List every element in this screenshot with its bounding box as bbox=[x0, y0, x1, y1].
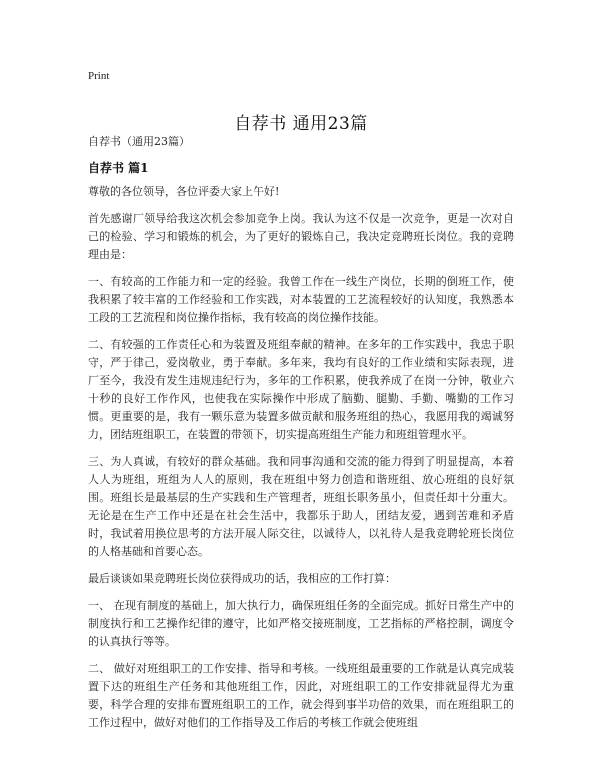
paragraph-greeting: 尊敬的各位领导，各位评委大家上午好! bbox=[88, 185, 280, 198]
paragraph-reason-2: 二、有较强的工作责任心和为装置及班组奉献的精神。在多年的工作实践中，我忠于职守，严于律己，爱岗敬业，勇于奉献。多年来，我均有良好的工作业绩和实际表现，进厂至今，我没有发生违规违纪行为，多年的工作积累，使我养成了在岗一分钟，敬业六十秒的良好工作作风，也使我在实际操作中形成了脑勤、腿勤、手勤、嘴勤的工作习惯。更重要的是，我有一颗乐意为装置多做贡献和服务班组的热心，我愿用我的竭诚努力，团结班组职工，在装置的带领下，切实提高班组生产能力和班组管理水平。 bbox=[88, 338, 514, 441]
paragraph-intro: 首先感谢厂领导给我这次机会参加竞争上岗。我认为这不仅是一次竞争，更是一次对自己的检验、学习和锻炼的机会，为了更好的锻炼自己，我决定竞聘班长岗位。我的竞聘理由是： bbox=[88, 212, 514, 261]
document-body bbox=[88, 183, 514, 741]
document-subtitle: 自荐书（通用23篇） bbox=[88, 135, 190, 148]
paragraph-plan-2: 二、 做好对班组职工的工作安排、指导和考核。一线班组最重要的工作就是认真完成装置下达的班组生产任务和其他班组工作，因此，对班组职工的工作安排就显得尤为重要，科学合理的安排布置班组职工的工作，就会得到事半功倍的效果，而在班组职工的工作过程中，做好对他们的工作指导及工作后的考核工作就会使班组 bbox=[88, 662, 514, 729]
section-heading: 自荐书 篇1 bbox=[88, 161, 149, 175]
document-title: 自荐书 通用23篇 bbox=[234, 114, 368, 135]
print-label: Print bbox=[88, 70, 110, 82]
paragraph-plan-intro: 最后谈谈如果竞聘班长岗位获得成功的话，我相应的工作打算： bbox=[88, 572, 396, 585]
paragraph-reason-3: 三、为人真诚，有较好的群众基础。我和同事沟通和交流的能力得到了明显提高，本着人人为班组，班组为人人的原则，我在班组中努力创造和谐班组、放心班组的良好氛围。班组长是最基层的生产实践和生产管理者，班组长职务虽小，但责任却十分重大。无论是在生产工作中还是在社会生活中，我都乐于助人，团结友爱，遇到苦难和矛盾时，我试着用换位思考的方法开展人际交往，以诚待人，以礼待人是我竞聘轮班长岗位的人格基础和首要心态。 bbox=[88, 455, 514, 558]
paragraph-plan-1: 一、 在现有制度的基础上，加大执行力，确保班组任务的全面完成。抓好日常生产中的制度执行和工艺操作纪律的遵守，比如严格交接班制度，工艺指标的严格控制，调度令的认真执行等等。 bbox=[88, 599, 514, 648]
paragraph-reason-1: 一、有较高的工作能力和一定的经验。我曾工作在一线生产岗位，长期的倒班工作，使我积累了较丰富的工作经验和工作实践，对本装置的工艺流程较好的认知度，我熟悉本工段的工艺流程和岗位操作指标，我有较高的岗位操作技能。 bbox=[88, 275, 514, 324]
